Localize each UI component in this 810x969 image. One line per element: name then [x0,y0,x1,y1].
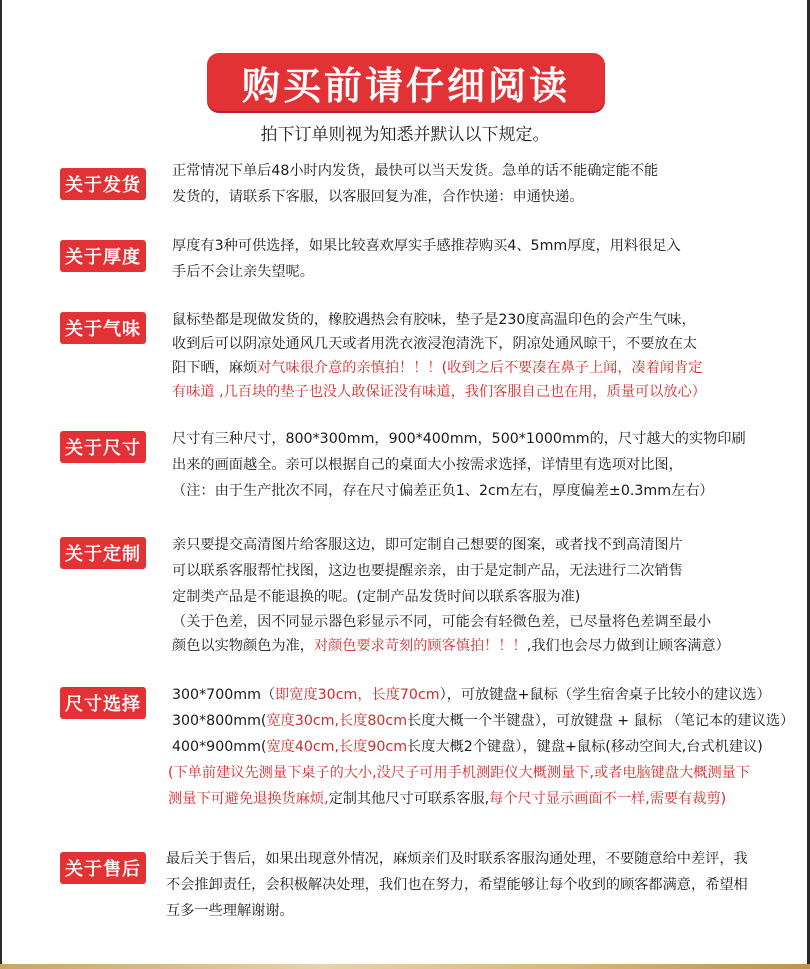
section-body-size [172,426,772,504]
warning-text: 每个尺寸显示画面不一样,需要有裁剪) [489,791,727,807]
warning-text: 测量下可避免退换货麻烦, [168,791,329,807]
text-line: 可以联系客服帮忙找图，这边也要提醒亲亲，由于是定制产品，无法进行二次销售 [172,563,683,579]
text-line: 厚度有3种可供选择，如果比较喜欢厚实手感推荐购买4、5mm厚度，用料很足入 [172,238,681,254]
text-line: 互多一些理解谢谢。 [166,903,294,919]
page-subtitle: 拍下订单则视为知悉并默认以下规定。 [260,125,550,145]
text-line: 定制类产品是不能退换的呢。(定制产品发货时间以联系客服为准) [172,589,581,605]
section-tag-custom: 关于定制 [60,537,146,569]
text-line: 不会推卸责任，会积极解决处理，我们也在努力，希望能够让每个收到的顾客都满意，希望相 [166,877,748,893]
text-line: 最后关于售后，如果出现意外情况，麻烦亲们及时联系客服沟通处理，不要随意给中差评，我 [166,851,748,867]
dimension-text: 宽度30cm,长度80cm [266,713,408,729]
section-tag-size-choice: 尺寸选择 [60,687,146,719]
section-tag-shipping: 关于发货 [60,168,146,200]
section-body-smell [172,308,772,404]
section-body-custom [172,532,772,658]
section-tag-after-sales: 关于售后 [60,852,146,884]
title-banner [207,53,605,111]
text-line: 正常情况下单后48小时内发货，最快可以当天发货。急单的话不能确定能不能 [172,163,659,179]
text-segment: ,我们也会尽力做到让顾客满意） [526,638,730,654]
text-line [172,634,772,658]
warning-text: 有味道 ,几百块的垫子也没人敢保证没有味道，我们客服自己也在用，质量可以放心） [172,384,706,400]
text-line: 鼠标垫都是现做发货的，橡胶遇热会有胶味，垫子是230度高温印色的会产生气味， [172,312,696,328]
section-body-thickness [172,233,772,285]
warning-text: 对颜色要求苛刻的顾客慎拍！！！ [313,638,527,654]
text-line: （关于色差，因不同显示器色彩显示不同，可能会有轻微色差，已尽量将色差调至最小 [172,614,712,630]
text-line: 尺寸有三种尺寸，800*300mm，900*400mm，500*1000mm的，尺寸越大的实物印刷 [172,431,746,447]
dimension-text: 宽度40cm,长度90cm [266,739,408,755]
text-line [172,356,772,380]
dimension-text: 即宽度30cm，长度70cm [275,687,440,703]
frame-bottom-edge [0,964,810,969]
text-segment: 300*800mm( [172,713,267,729]
text-segment: 阳下晒，麻烦 [172,360,258,376]
text-line: 出来的画面越全。亲可以根据自己的桌面大小按需求选择，详情里有选项对比图， [172,457,683,473]
section-tag-size: 关于尺寸 [60,431,146,463]
section-tag-thickness: 关于厚度 [60,240,146,272]
size-option [172,682,772,708]
text-line: 手后不会让亲失望呢。 [172,264,314,280]
section-tag-smell: 关于气味 [60,312,146,344]
text-line: （注：由于生产批次不同，存在尺寸偏差正负1、2cm左右，厚度偏差±0.3mm左右） [172,483,714,499]
warning-text: (下单前建议先测量下桌子的大小,没尺子可用手机测距仪大概测量下,或者电脑键盘大概测量下 [168,765,751,781]
warning-text: 对气味很介意的亲慎拍！！！(收到之后不要凑在鼻子上闻，凑着闻肯定 [257,360,703,376]
text-line: 收到后可以阴凉处通风几天或者用洗衣液浸泡清洗下，阴凉处通风晾干，不要放在太 [172,336,697,352]
section-body-size-choice [168,682,795,812]
text-segment: 300*700mm（ [172,687,276,703]
text-segment: 颜色以实物颜色为准， [172,638,314,654]
text-segment: ），可放键盘+鼠标（学生宿舍桌子比较小的建议选） [439,687,771,703]
text-line: 亲只要提交高清图片给客服这边，即可定制自己想要的图案，或者找不到高清图片 [172,537,683,553]
text-line: 发货的，请联系下客服，以客服回复为准，合作快递：申通快递。 [172,189,584,205]
size-option [172,734,772,760]
text-line [168,786,772,812]
text-segment: 定制其他尺寸可联系客服, [328,791,490,807]
section-body-shipping [172,158,772,210]
size-option [172,708,795,734]
text-segment: 400*900mm( [172,739,267,755]
text-segment: 长度大概2个键盘），键盘+鼠标(移动空间大,台式机建议) [407,739,763,755]
page-title: 购买前请仔细阅读 [241,63,570,108]
section-body-after-sales [166,846,766,924]
frame-left-edge [0,0,2,969]
text-segment: 长度大概一个半键盘），可放键盘 + 鼠标 （笔记本的建议选） [407,713,795,729]
